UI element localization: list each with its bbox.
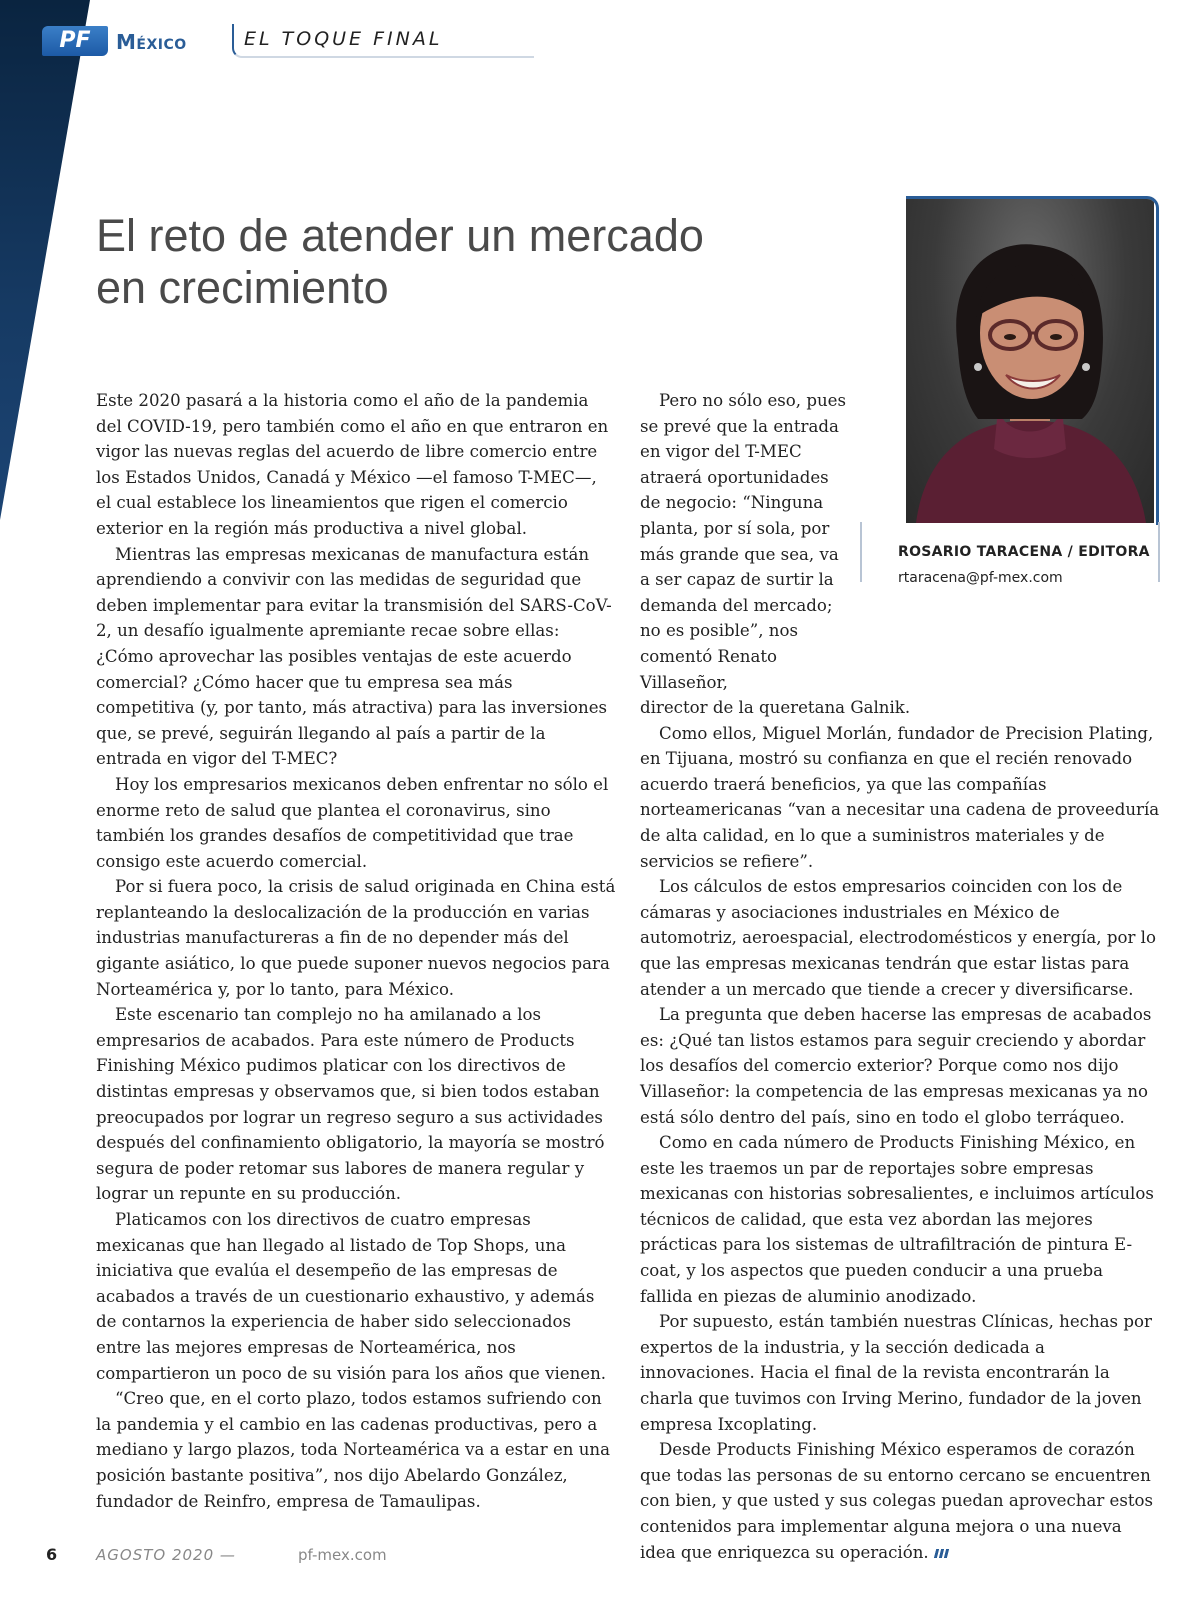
end-mark-icon — [933, 1549, 949, 1558]
paragraph: Los cálculos de estos empresarios coinciden con los de cámaras y asociaciones industriales en México de automotriz, aeroespacial, electrodomésticos y energía, por lo que las empresas mexicanas tendrán que estar listas para atender a un mercado que tiende a crecer y diversificarse. — [640, 877, 1156, 999]
page-number: 6 — [46, 1545, 58, 1564]
article-headline — [96, 210, 816, 314]
paragraph: Mientras las empresas mexicanas de manufactura están aprendiendo a convivir con las medidas de seguridad que deben implementar para evitar la transmisión del SARS-CoV-2, un desafío igualmente apremiante recae sobre ellas: ¿Cómo aprovechar las posibles ventajas de este acuerdo comercial? ¿Cómo hacer que tu empresa sea más competitiva (y, por tanto, más atractiva) para las inversiones que, se prevé, seguirán llegando al país a partir de la entrada en vigor del T-MEC? — [96, 544, 612, 769]
author-photo — [906, 199, 1154, 523]
article-column-left — [96, 388, 616, 1514]
author-photo-frame — [906, 196, 1159, 525]
paragraph: La pregunta que deben hacerse las empresas de acabados es: ¿Qué tan listos estamos para seguir creciendo y abordar los desafíos del comercio exterior? Porque como nos dijo Villaseñor: la competencia de las empresas mexicanas ya no está sólo dentro del país, sino en todo el globo terráqueo. — [640, 1005, 1152, 1127]
author-email: rtaracena@pf-mex.com — [898, 570, 1063, 586]
paragraph: director de la queretana Galnik. — [640, 698, 911, 717]
paragraph: Por si fuera poco, la crisis de salud originada en China está replanteando la deslocalización de la producción en varias industrias manufactureras a fin de no depender más del gigante asiático, lo que puede suponer nuevos negocios para Norteamérica y, por lo tanto, para México. — [96, 877, 616, 999]
paragraph: Platicamos con los directivos de cuatro empresas mexicanas que han llegado al listado de Top Shops, una iniciativa que evalúa el desempeño de las empresas de acabados a través de un cuestionario exhaustivo, y además de contarnos la experiencia de haber sido seleccionados entre las mejores empresas de Norteamérica, nos compartieron un poco de su visión para los años que vienen. — [96, 1210, 607, 1383]
article-column-right — [640, 695, 1160, 1565]
article-column-right-narrow — [640, 388, 850, 695]
paragraph: Como en cada número de Products Finishing México, en este les traemos un par de reportajes sobre empresas mexicanas con historias sobresalientes, e incluimos artículos técnicos de calidad, que esta vez abordan las mejores prácticas para los sistemas de ultrafiltración de pintura E-coat, y los aspectos que pueden conducir a una prueba fallida en piezas de aluminio anodizado. — [640, 1133, 1154, 1306]
masthead — [42, 22, 482, 60]
section-label: EL TOQUE FINAL — [244, 28, 443, 50]
paragraph-text: Desde Products Finishing México esperamos de corazón que todas las personas de su entorno cercano se encuentren con bien, y que usted y sus colegas puedan aprovechar estos contenidos para implementar alguna mejora o una nueva idea que enriquezca su operación. — [640, 1440, 1154, 1562]
paragraph-final — [640, 1437, 1160, 1565]
author-name: ROSARIO TARACENA / EDITORA — [898, 544, 1150, 560]
decorative-navy-wedge — [0, 0, 90, 560]
logo-country: México — [116, 30, 187, 54]
paragraph: Por supuesto, están también nuestras Clínicas, hechas por expertos de la industria, y la sección dedicada a innovaciones. Hacia el final de la revista encontrarán la charla que tuvimos con Irving Merino, fundador de la joven empresa Ixcoplating. — [640, 1312, 1152, 1434]
paragraph: Hoy los empresarios mexicanos deben enfrentar no sólo el enorme reto de salud que plantea el coronavirus, sino también los grandes desafíos de competitividad que trae consigo este acuerdo comercial. — [96, 774, 609, 871]
headline-line-1: El reto de atender un mercado — [96, 210, 704, 261]
site-link[interactable]: pf-mex.com — [298, 1546, 387, 1564]
issue-date: AGOSTO 2020 — — [96, 1546, 236, 1564]
paragraph: Como ellos, Miguel Morlán, fundador de Precision Plating, en Tijuana, mostró su confianza en que el recién renovado acuerdo traerá beneficios, ya que las compañías norteamericanas “van a necesitar una cadena de proveeduría de alta calidad, en lo que a suministros materiales y de servicios se refiere”. — [640, 723, 1160, 871]
paragraph: Pero no sólo eso, pues se prevé que la entrada en vigor del T-MEC atraerá oportunidades de negocio: “Ninguna planta, por sí sola, por más grande que sea, va a ser capaz de surtir la demanda del mercado; no es posible”, nos comentó Renato Villaseñor, — [640, 391, 846, 692]
pf-logo: PF — [42, 26, 108, 56]
headline-line-2: en crecimiento — [96, 262, 389, 313]
paragraph: Este escenario tan complejo no ha amilanado a los empresarios de acabados. Para este número de Products Finishing México pudimos platicar con los directivos de distintas empresas y observamos que, si bien todos estaban preocupados por lograr un regreso seguro a sus actividades después del confinamiento obligatorio, la mayoría se mostró segura de poder retomar sus labores de manera regular y lograr un repunte en su producción. — [96, 1005, 605, 1204]
author-portrait-illustration — [906, 199, 1154, 523]
paragraph: Este 2020 pasará a la historia como el año de la pandemia del COVID-19, pero también como el año en que entraron en vigor las nuevas reglas del acuerdo de libre comercio entre los Estados Unidos, Canadá y México —el famoso T-MEC—, el cual establece los lineamientos que rigen el comercio exterior en la región más productiva a nivel global. — [96, 391, 609, 538]
paragraph: “Creo que, en el corto plazo, todos estamos sufriendo con la pandemia y el cambio en las cadenas productivas, pero a mediano y largo plazos, toda Norteamérica va a estar en una posición bastante positiva”, nos dijo Abelardo González, fundador de Reinfro, empresa de Tamaulipas. — [96, 1389, 611, 1511]
